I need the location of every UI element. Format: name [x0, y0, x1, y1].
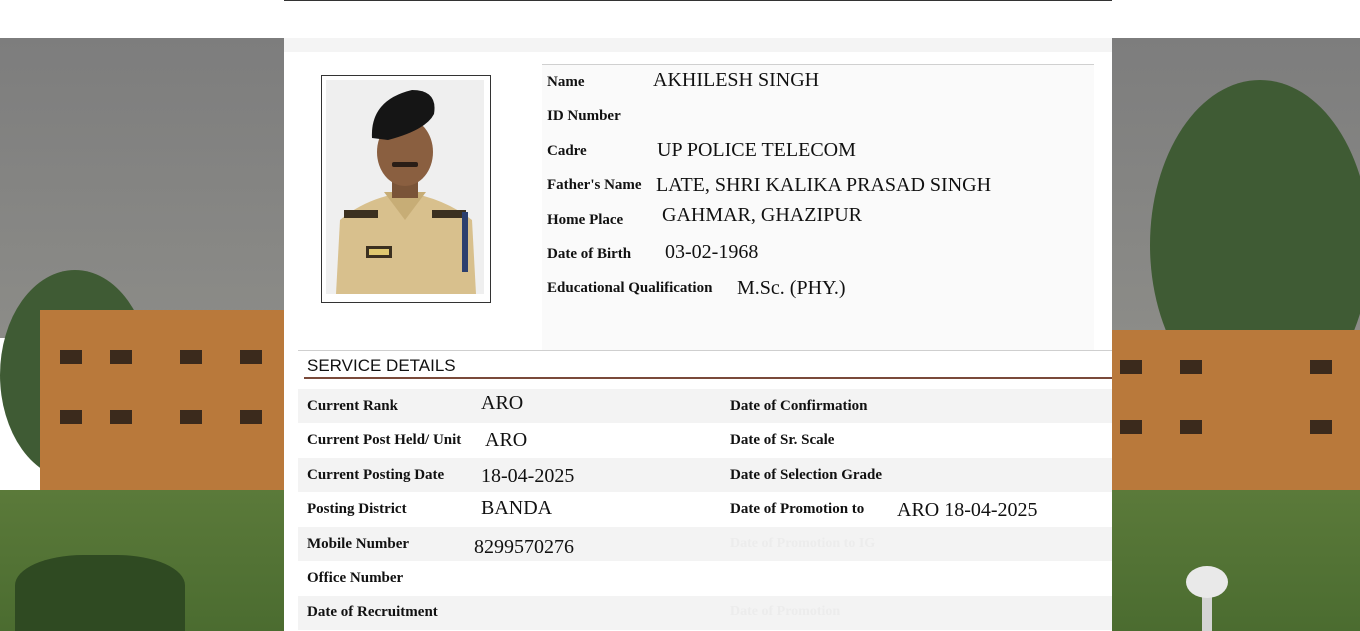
mobile-number-label: Mobile Number — [307, 536, 410, 552]
background-hedge — [15, 555, 185, 631]
home-place-label: Home Place — [547, 212, 624, 228]
cadre-value: UP POLICE TELECOM — [657, 139, 856, 161]
service-row-6 — [298, 561, 1112, 595]
mobile-number-value: 8299570276 — [474, 536, 574, 558]
background-building-left — [40, 310, 290, 490]
profile-photo-frame — [321, 75, 491, 303]
date-of-sr-scale-label: Date of Sr. Scale — [730, 432, 835, 448]
date-of-selection-grade-label: Date of Selection Grade — [730, 467, 883, 483]
service-row-1 — [298, 389, 1112, 423]
posting-district-label: Posting District — [307, 501, 407, 517]
card-top-border — [284, 0, 1112, 1]
date-of-confirmation-label: Date of Confirmation — [730, 398, 868, 414]
background-lamp-globe — [1186, 566, 1228, 598]
background-building-right — [1110, 330, 1360, 490]
current-rank-value: ARO — [481, 392, 524, 414]
education-value: M.Sc. (PHY.) — [737, 277, 846, 299]
id-number-label: ID Number — [547, 108, 621, 124]
current-posting-date-value: 18-04-2025 — [481, 465, 575, 487]
date-of-promotion-label: Date of Promotion to — [730, 501, 865, 517]
current-posting-date-label: Current Posting Date — [307, 467, 445, 483]
posting-district-value: BANDA — [481, 497, 553, 519]
section-divider — [298, 350, 1112, 351]
current-rank-label: Current Rank — [307, 398, 398, 414]
date-of-recruitment-label: Date of Recruitment — [307, 604, 438, 620]
father-name-label: Father's Name — [547, 177, 642, 193]
date-of-promotion-value: ARO 18-04-2025 — [897, 499, 1038, 521]
cadre-label: Cadre — [547, 143, 587, 159]
father-name-value: LATE, SHRI KALIKA PRASAD SINGH — [656, 174, 992, 196]
card-header-band — [284, 38, 1112, 52]
profile-photo — [326, 80, 484, 294]
home-place-value: GAHMAR, GHAZIPUR — [662, 204, 863, 226]
education-label: Educational Qualification — [547, 280, 713, 296]
ghost-promotion-ig-label: Date of Promotion to IG — [730, 536, 876, 551]
service-details-heading: SERVICE DETAILS — [307, 356, 456, 375]
name-value: AKHILESH SINGH — [653, 69, 820, 91]
service-details-rule — [304, 377, 1112, 379]
officer-portrait-illustration — [326, 80, 484, 294]
service-row-5 — [298, 527, 1112, 561]
date-of-birth-value: 03-02-1968 — [665, 241, 759, 263]
current-post-label: Current Post Held/ Unit — [307, 432, 462, 448]
bio-panel-top-line — [542, 64, 1094, 65]
name-label: Name — [547, 74, 585, 90]
profile-card — [284, 0, 1112, 631]
ghost-promotion-label: Date of Promotion — [730, 604, 841, 619]
date-of-birth-label: Date of Birth — [547, 246, 632, 262]
current-post-value: ARO — [485, 429, 528, 451]
office-number-label: Office Number — [307, 570, 404, 586]
